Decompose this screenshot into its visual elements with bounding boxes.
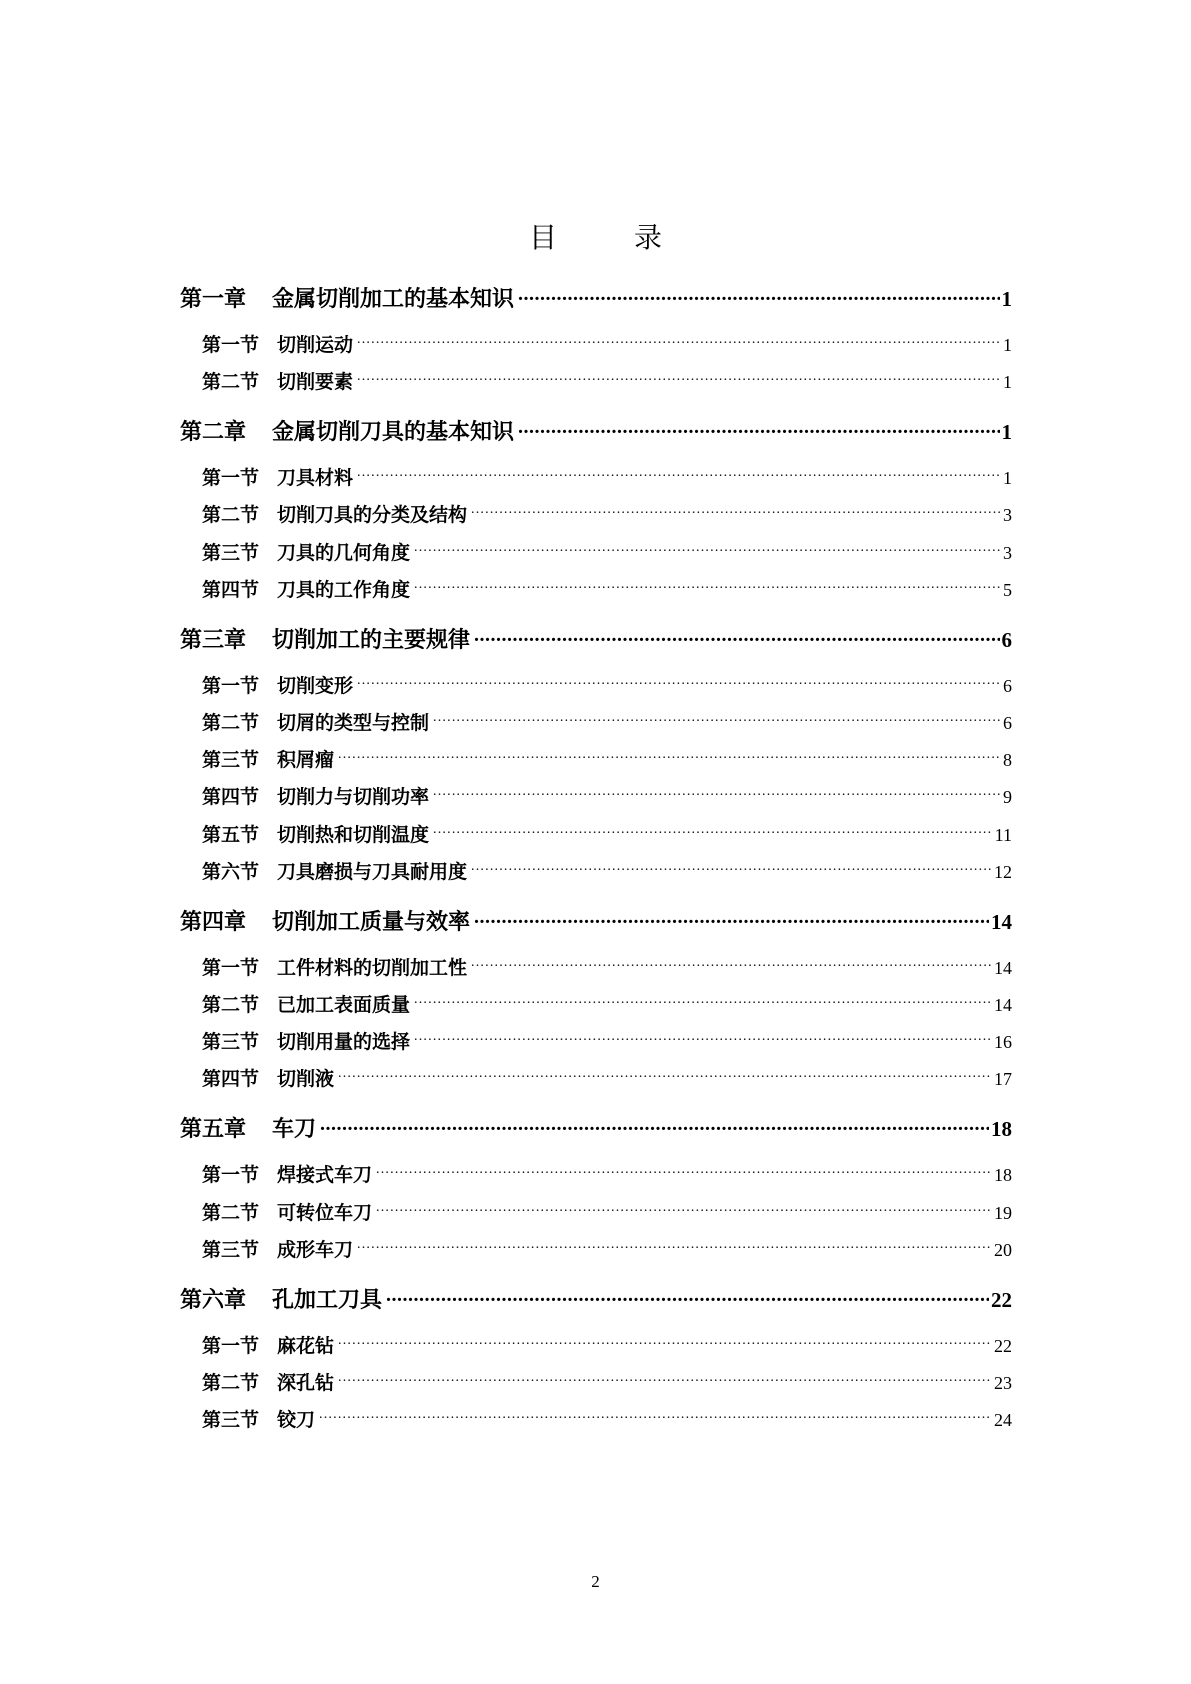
dot-leader <box>414 577 1001 596</box>
toc-section-entry[interactable] <box>202 502 1012 528</box>
section-title: 焊接式车刀 <box>277 1164 373 1187</box>
chapter-title: 切削加工质量与效率 <box>272 909 471 935</box>
section-page: 1 <box>1003 372 1012 393</box>
dot-leader <box>414 992 992 1011</box>
section-page: 16 <box>994 1032 1012 1053</box>
toc-section-entry[interactable] <box>202 955 1012 981</box>
section-number: 第三节 <box>202 749 260 772</box>
section-page: 1 <box>1003 468 1012 489</box>
dot-leader <box>474 625 999 647</box>
toc-chapter-entry[interactable] <box>180 907 1012 938</box>
section-page: 1 <box>1003 335 1012 355</box>
toc-chapter-entry[interactable] <box>180 284 1012 315</box>
toc-chapter-entry[interactable] <box>180 1114 1012 1145</box>
section-page: 6 <box>1003 713 1012 733</box>
toc-section-entry[interactable] <box>202 710 1012 736</box>
dot-leader <box>319 1407 992 1426</box>
dot-leader <box>386 1285 989 1307</box>
chapter-title: 孔加工刀具 <box>272 1287 383 1313</box>
dot-leader <box>320 1114 989 1136</box>
section-number: 第二节 <box>202 712 260 734</box>
section-number: 第三节 <box>202 1031 260 1054</box>
dot-leader <box>433 822 993 841</box>
chapter-number: 第五章 <box>180 1117 247 1143</box>
chapter-number: 第六章 <box>180 1287 247 1313</box>
section-number: 第二节 <box>202 1201 260 1224</box>
section-number: 第一节 <box>202 674 260 697</box>
section-title: 铰刀 <box>277 1409 316 1432</box>
toc-section-entry[interactable] <box>202 784 1012 810</box>
section-title: 切削刀具的分类及结构 <box>277 504 468 527</box>
dot-leader <box>433 710 1001 729</box>
section-page: 18 <box>994 1165 1012 1186</box>
section-number: 第三节 <box>202 541 260 564</box>
toc-section-entry[interactable] <box>202 1066 1012 1092</box>
section-title: 切削用量的选择 <box>277 1031 411 1054</box>
section-title: 工件材料的切削加工性 <box>277 956 468 979</box>
dot-leader <box>338 1370 992 1389</box>
toc-section-entry[interactable] <box>202 540 1012 566</box>
dot-leader <box>357 369 1001 388</box>
dot-leader <box>414 1029 992 1048</box>
section-title: 切削要素 <box>277 371 354 394</box>
section-page: 20 <box>994 1239 1012 1260</box>
section-page: 24 <box>994 1410 1012 1431</box>
section-title: 可转位车刀 <box>277 1201 373 1224</box>
chapter-title: 金属切削加工的基本知识 <box>272 287 515 312</box>
section-page: 17 <box>994 1069 1012 1090</box>
section-number: 第一节 <box>202 467 260 490</box>
toc-section-entry[interactable] <box>202 1370 1012 1396</box>
toc-section-entry[interactable] <box>202 673 1012 699</box>
section-title: 切屑的类型与控制 <box>277 712 430 734</box>
section-number: 第六节 <box>202 860 260 883</box>
toc-section-entry[interactable] <box>202 1237 1012 1263</box>
section-page: 22 <box>994 1335 1012 1356</box>
section-title: 深孔钻 <box>277 1372 335 1394</box>
toc-section-entry[interactable] <box>202 1407 1012 1433</box>
dot-leader <box>357 465 1001 484</box>
section-number: 第二节 <box>202 371 260 394</box>
dot-leader <box>357 1237 992 1256</box>
dot-leader <box>474 907 989 929</box>
section-number: 第一节 <box>202 1164 260 1187</box>
section-page: 3 <box>1003 505 1012 526</box>
section-number: 第四节 <box>202 578 260 601</box>
section-title: 刀具的工作角度 <box>277 578 411 601</box>
dot-leader <box>376 1162 992 1181</box>
dot-leader <box>471 955 992 974</box>
dot-leader <box>518 417 999 439</box>
chapter-page: 18 <box>991 1117 1012 1142</box>
chapter-title: 金属切削刀具的基本知识 <box>272 420 515 446</box>
dot-leader <box>357 673 1001 692</box>
chapter-page: 1 <box>1001 420 1012 445</box>
dot-leader <box>414 540 1001 559</box>
chapter-number: 第二章 <box>180 420 247 446</box>
section-title: 已加工表面质量 <box>277 994 411 1016</box>
toc-section-entry[interactable] <box>202 577 1012 603</box>
section-page: 8 <box>1003 750 1012 771</box>
toc-chapter-entry[interactable] <box>180 417 1012 448</box>
section-number: 第五节 <box>202 823 260 846</box>
section-title: 刀具材料 <box>277 467 354 490</box>
toc-title: 目 录 <box>529 221 696 254</box>
section-title: 刀具的几何角度 <box>277 541 411 564</box>
dot-leader <box>338 1066 992 1085</box>
chapter-number: 第四章 <box>180 909 247 935</box>
section-title: 麻花钻 <box>277 1334 335 1357</box>
section-number: 第一节 <box>202 956 260 979</box>
section-title: 切削液 <box>277 1068 335 1091</box>
section-title: 切削变形 <box>277 674 354 697</box>
toc-chapter-entry[interactable] <box>180 1285 1012 1316</box>
dot-leader <box>357 332 1001 351</box>
section-number: 第三节 <box>202 1409 260 1432</box>
section-page: 12 <box>994 861 1012 882</box>
section-title: 积屑瘤 <box>277 749 335 772</box>
section-page: 3 <box>1003 542 1012 563</box>
toc-section-entry[interactable] <box>202 747 1012 773</box>
section-title: 切削运动 <box>277 334 354 356</box>
toc-section-entry[interactable] <box>202 332 1012 358</box>
chapter-page: 22 <box>991 1287 1012 1312</box>
section-title: 切削热和切削温度 <box>277 823 430 846</box>
section-number: 第四节 <box>202 1068 260 1091</box>
section-number: 第一节 <box>202 334 260 356</box>
dot-leader <box>518 284 999 306</box>
section-page: 6 <box>1003 675 1012 696</box>
toc-section-entry[interactable] <box>202 859 1012 885</box>
page-number: 2 <box>591 1572 600 1591</box>
dot-leader <box>471 502 1001 521</box>
dot-leader <box>338 1333 992 1352</box>
section-title: 切削力与切削功率 <box>277 786 430 809</box>
section-number: 第三节 <box>202 1238 260 1261</box>
toc-section-entry[interactable] <box>202 465 1012 491</box>
chapter-page: 14 <box>991 909 1012 934</box>
section-page: 23 <box>994 1373 1012 1393</box>
section-page: 9 <box>1003 787 1012 808</box>
toc-section-entry[interactable] <box>202 1029 1012 1055</box>
toc-section-entry[interactable] <box>202 822 1012 848</box>
section-number: 第二节 <box>202 994 260 1016</box>
section-number: 第一节 <box>202 1334 260 1357</box>
section-page: 14 <box>994 995 1012 1015</box>
chapter-title: 车刀 <box>272 1117 317 1143</box>
toc-section-entry[interactable] <box>202 369 1012 395</box>
dot-leader <box>376 1200 992 1219</box>
chapter-number: 第三章 <box>180 627 247 653</box>
chapter-title: 切削加工的主要规律 <box>272 627 471 653</box>
section-page: 19 <box>994 1202 1012 1223</box>
toc-section-entry[interactable] <box>202 1162 1012 1188</box>
dot-leader <box>338 747 1001 766</box>
section-page: 5 <box>1003 579 1012 600</box>
chapter-number: 第一章 <box>180 287 247 312</box>
toc-section-entry[interactable] <box>202 1333 1012 1359</box>
chapter-page: 1 <box>1001 287 1012 311</box>
section-title: 刀具磨损与刀具耐用度 <box>277 860 468 883</box>
toc-section-entry[interactable] <box>202 1200 1012 1226</box>
section-title: 成形车刀 <box>277 1238 354 1261</box>
toc-chapter-entry[interactable] <box>180 625 1012 656</box>
section-number: 第二节 <box>202 504 260 527</box>
chapter-page: 6 <box>1001 627 1012 652</box>
section-number: 第二节 <box>202 1372 260 1394</box>
toc-section-entry[interactable] <box>202 992 1012 1018</box>
section-number: 第四节 <box>202 786 260 809</box>
dot-leader <box>471 859 992 878</box>
section-page: 11 <box>994 824 1012 845</box>
dot-leader <box>433 784 1001 803</box>
section-page: 14 <box>994 957 1012 978</box>
